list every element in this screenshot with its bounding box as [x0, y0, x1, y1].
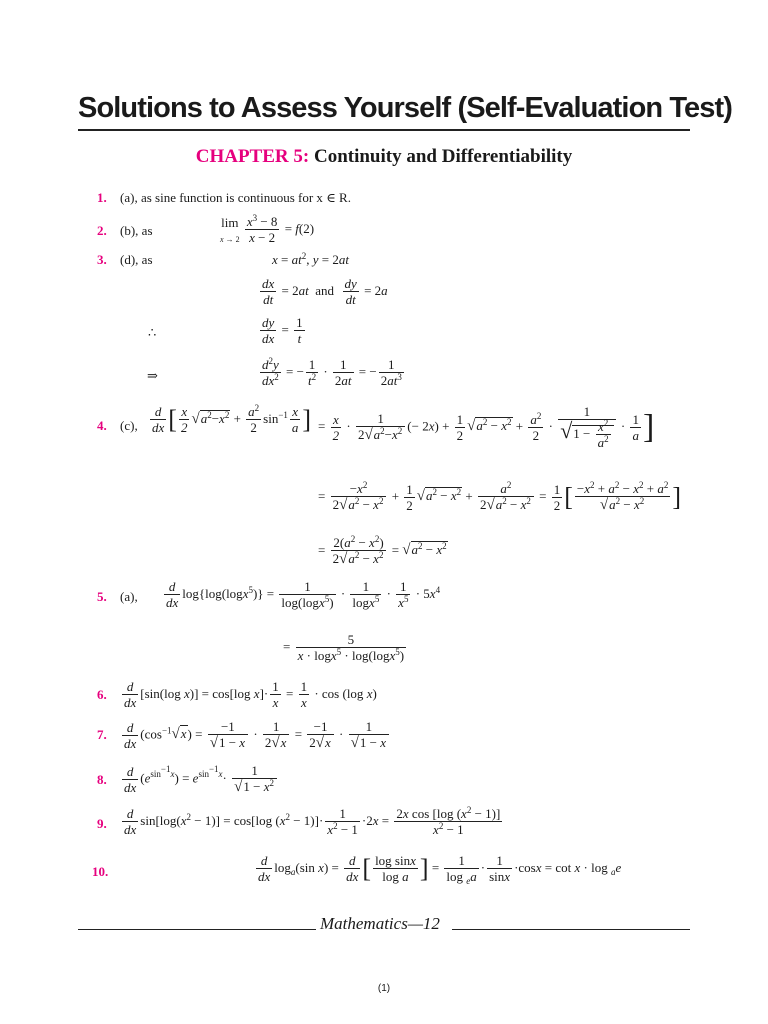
- page-number: (1): [377, 983, 391, 994]
- answer-number: 4.: [97, 418, 107, 433]
- answer-5-step-2: = $\frac{5}{x \cdot \log x^5 \cdot \log(\log x^5)}$: [283, 632, 405, 663]
- answer-7-solution: $\frac{d}{dx}$ $(\cos^{-1}√x)$ = $\frac{-1}{√1 - x}$ · $\frac{1}{2√x}$ = $\frac{-1}{2√x}$ · $\frac{1}{√1 - x}$: [120, 720, 391, 751]
- answer-3-dydx: $\frac{dy}{dx}$ = $\frac{1}{t}$: [262, 315, 303, 346]
- answer-number: 1.: [97, 190, 107, 205]
- answer-number: 10.: [92, 864, 109, 879]
- answer-number: 6.: [97, 687, 107, 702]
- answer-number: 2.: [97, 223, 107, 238]
- implies-symbol: ⇒: [147, 368, 158, 383]
- answer-1-option: (a), as sine function is continuous for x ∈ R.: [120, 190, 351, 205]
- chapter-heading: [0, 146, 768, 168]
- page-title: Solutions to Assess Yourself (Self-Evaluation Test): [78, 92, 732, 124]
- answer-number: 8.: [97, 772, 107, 787]
- footer-divider-left: [78, 929, 316, 930]
- answer-3-second-derivative: $\frac{d^2y}{dx^2}$ = − $\frac{1}{t^2}$ · $\frac{1}{2at}$ = − $\frac{1}{2at^3}$: [262, 356, 402, 388]
- answer-4-step-3: = $\frac{2(a^2 - x^2)}{2√a^2 - x^2}$ = $√a^2 - x^2$: [318, 534, 447, 567]
- answer-4-lhs: $\frac{d}{dx}$ [ $\frac{x}{2}$ $√a^2-x^2$ + $\frac{a^2}{2}$ $\sin^{-1}$ $\frac{x}{a}$ ]: [152, 403, 312, 435]
- answer-number: 9.: [97, 816, 107, 831]
- chapter-number: CHAPTER 5:: [195, 146, 310, 167]
- answer-6-solution: $\frac{d}{dx}$ [sin(log x)] = cos[log x]· $\frac{1}{x}$ = $\frac{1}{x}$ · cos (log x): [124, 679, 377, 710]
- answer-3-option: (d), as: [120, 252, 153, 267]
- footer-label: Mathematics—12: [320, 914, 440, 933]
- answer-4-option: (c),: [120, 418, 138, 433]
- therefore-symbol: ∴: [148, 325, 157, 340]
- answer-2-option: (b), as: [120, 223, 153, 238]
- answer-4-step-1: = $\frac{x}{2}$ · $\frac{1}{2√a^2-x^2}$ (− 2x) + $\frac{1}{2}$ $√a^2 - x^2$ + $\frac{a^2}{2}$ · 1 √1 − $\frac{x^2}{a^2}$ · $\frac{1}{a}$ ]: [318, 404, 655, 450]
- answer-3-derivatives: $\frac{dx}{dt}$ = 2at and $\frac{dy}{dt}$ = 2a: [262, 276, 388, 307]
- title-divider: [78, 129, 690, 131]
- answer-9-solution: $\frac{d}{dx}$ $\sin[\log(x^2 - 1)] = \cos[\log$ $(x^2 - 1)]\cdot$ $\frac{1}{x^2 - 1}$ ·2x = $\frac{2x \cos [\log (x^2 - 1)]}{x^2 - 1}$: [124, 805, 501, 837]
- answer-3-params: $x = at^2$, y = 2at: [272, 251, 349, 267]
- answer-number: 5.: [97, 589, 107, 604]
- chapter-title: Continuity and Differentiability: [313, 146, 573, 167]
- answer-8-solution: $\frac{d}{dx}$ $(e^{sin^{-1}x}) = e^{sin^{-1}x}\cdot$ $\frac{1}{√1 - x^2}$: [120, 764, 279, 795]
- answer-number: 3.: [97, 252, 107, 267]
- answer-10-solution: $\frac{d}{dx}$ $\log_a(\sin$ x) = $\frac{d}{dx}$ [ $\frac{\text{log sinx}}{\text{log a}}$ ] = $\frac{1}{\log _ea}$ · $\frac{1}{\sin x}$ ·cosx = cot x · log $_a$e: [258, 853, 622, 886]
- answer-5-option: (a),: [120, 589, 138, 604]
- answer-number: 7.: [97, 727, 107, 742]
- answer-5-step-1: $\frac{d}{dx}$ log{log(logx$^5$)} = $\frac{1}{\log(\log x^5)}$ · $\frac{1}{\log x^5}$ · $\frac{1}{x^5}$ · $5x^4$: [166, 579, 441, 610]
- footer-divider-right: [452, 929, 690, 930]
- answer-4-step-2: = $\frac{-x^2}{2√a^2 - x^2}$ + $\frac{1}{2}$ $√a^2 - x^2$ + $\frac{a^2}{2√a^2 - x^2}$ = $\frac{1}{2}$ [ $\frac{-x^2 + a^2 - x^2 + a^2}{√a^2 - x^2}$ ]: [318, 480, 681, 513]
- answer-2-limit: lim x → 2 $\frac{x^3 - 8}{x - 2}$ = f(2): [220, 213, 315, 245]
